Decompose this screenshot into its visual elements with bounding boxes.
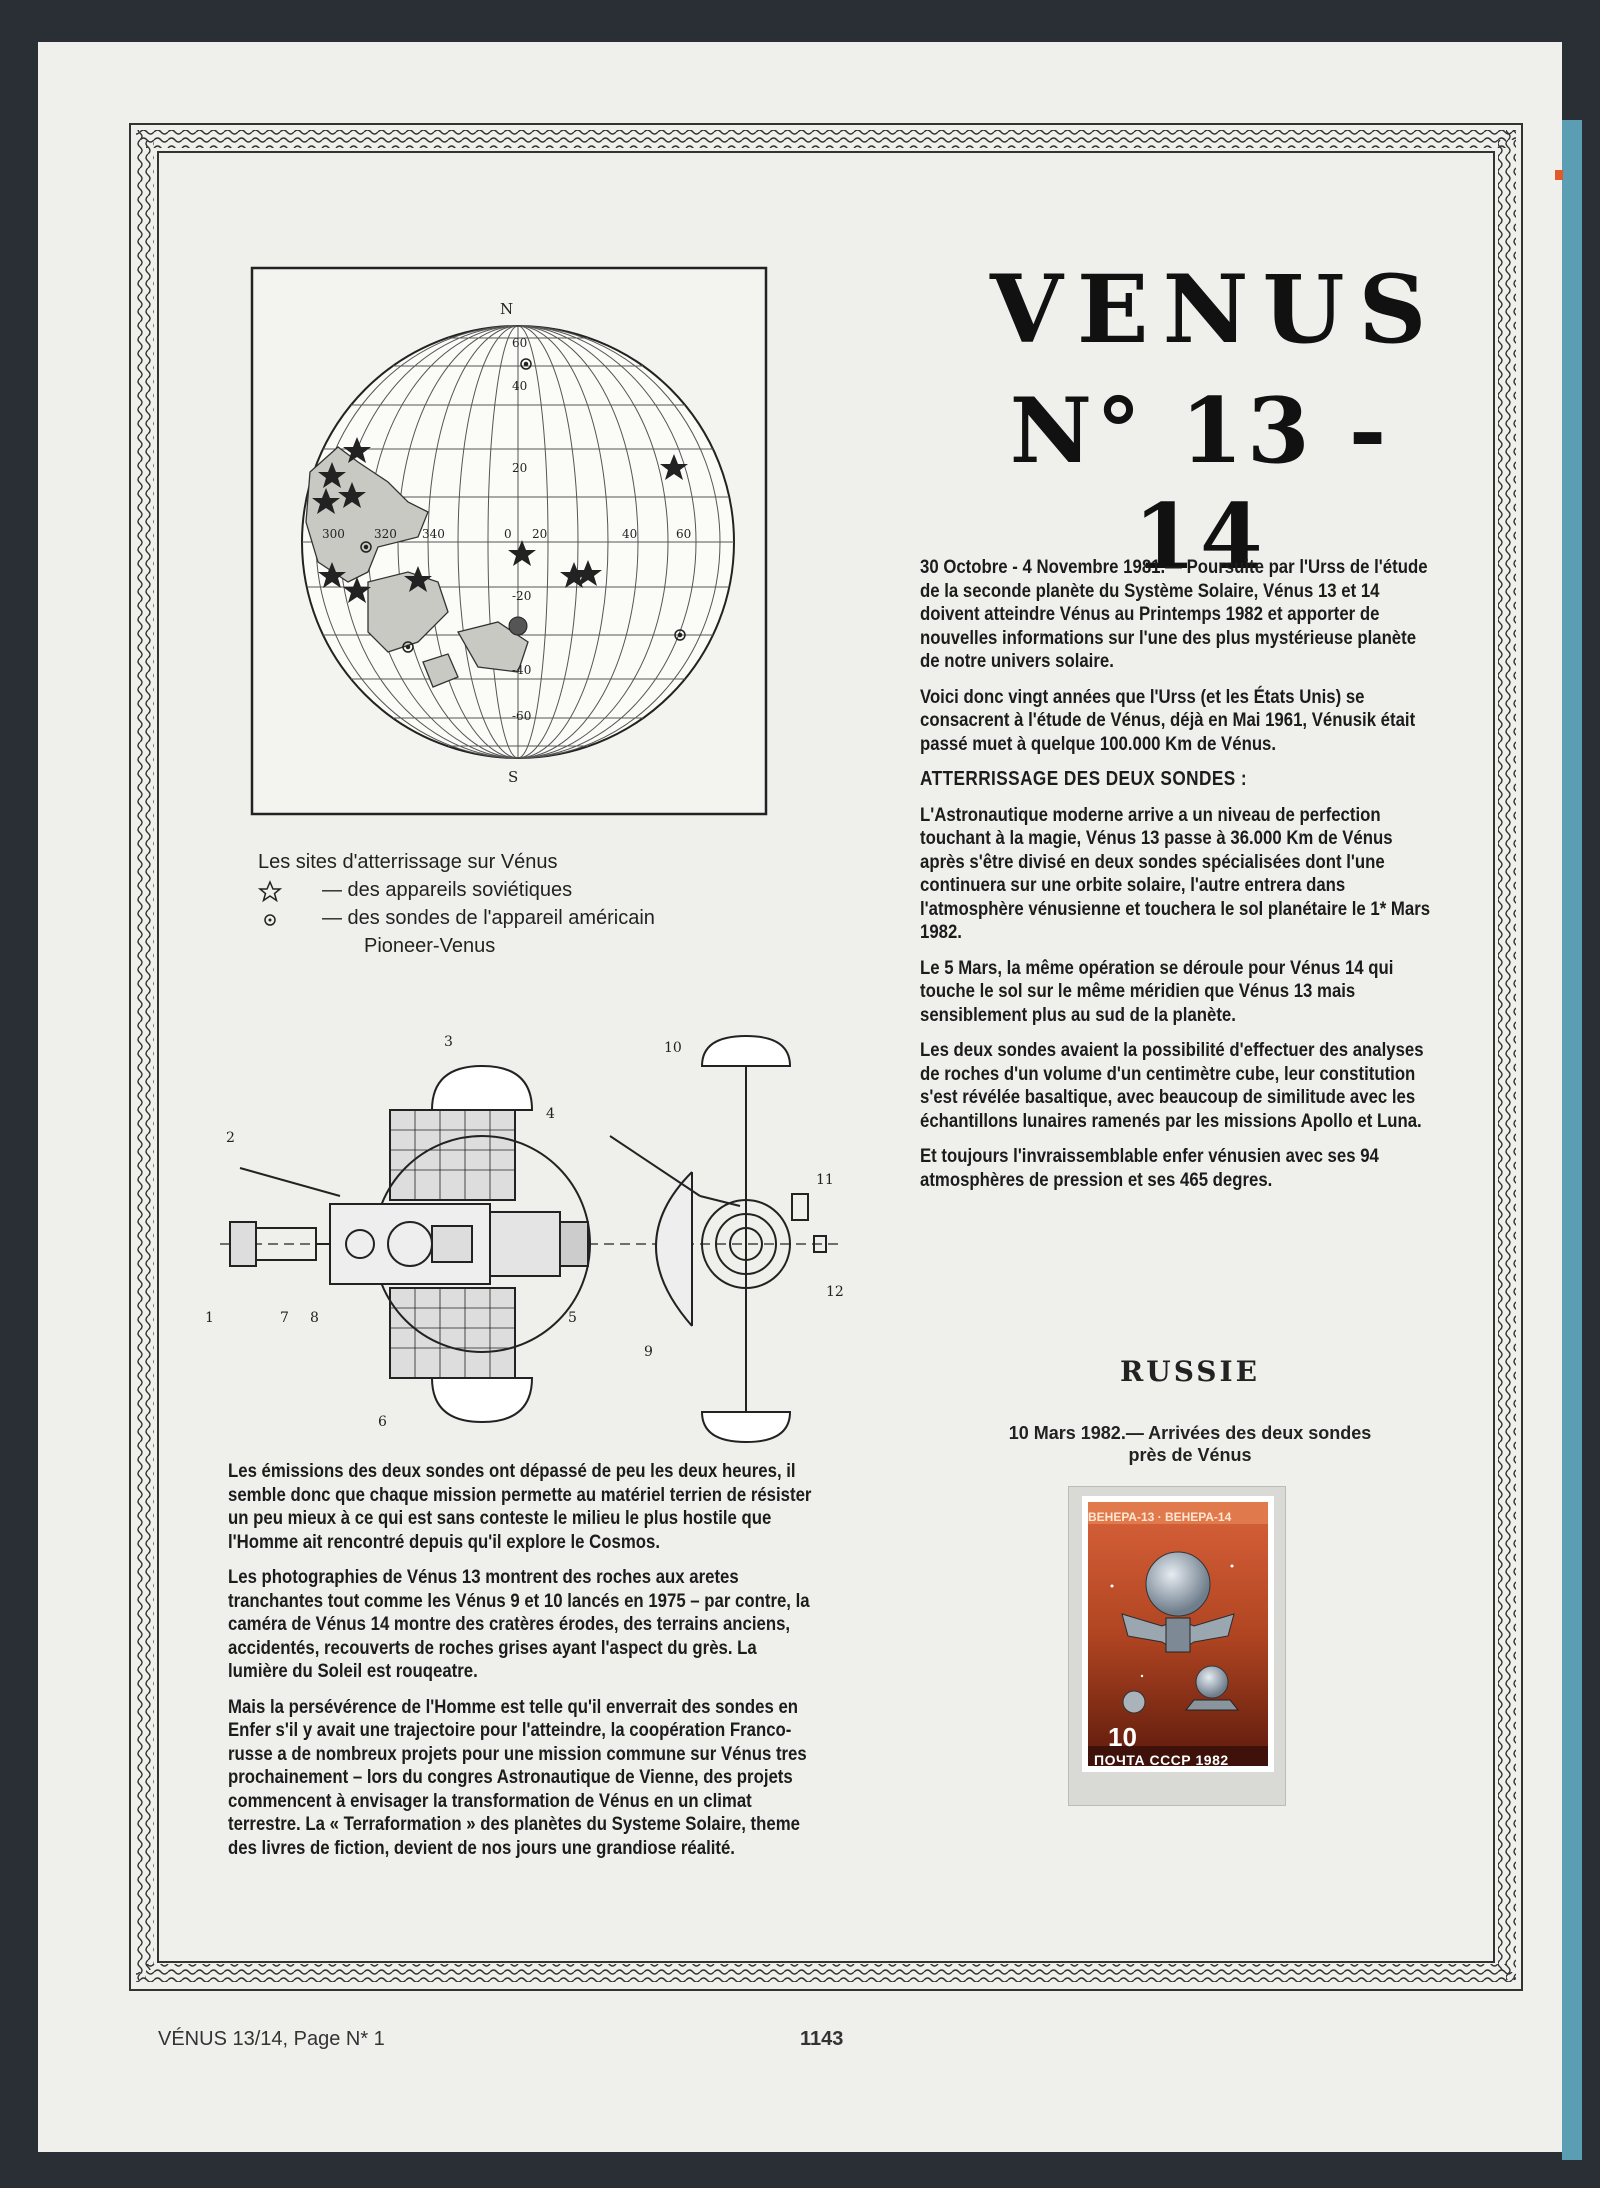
stamp-mount — [1068, 1486, 1286, 1806]
country-heading: RUSSIE — [1120, 1355, 1260, 1388]
caption-american-cont: Pioneer-Venus — [364, 935, 496, 957]
diagram-label: 6 — [378, 1414, 387, 1430]
stamp-value: 10 — [1108, 1722, 1137, 1752]
lat-label: -20 — [512, 589, 532, 603]
dot-icon — [258, 904, 282, 932]
lon-label: 20 — [532, 527, 548, 541]
stamp-title-text: ВЕНЕРА-13 · ВЕНЕРА-14 — [1088, 1510, 1232, 1524]
text-paragraph: Les deux sondes avaient la possibilité d'effectuer des analyses de roches d'un volume d'un centimètre cube, leur constitution s'est révélée basaltique, avec beaucoup de similitude avec les échantillons lunaires ramenés par les missions Apollo et Luna. — [920, 1039, 1424, 1132]
lat-label: 60 — [512, 336, 528, 350]
lon-label: 60 — [676, 527, 692, 541]
text-paragraph: 30 Octobre - 4 Novembre 1981.— Poursuite par l'Urss de l'étude de la seconde planète du Système Solaire, Vénus 13 et 14 doivent atteindre Vénus au Printemps 1982 et apporter de nouvelles informations sur l'une des plus mystérieuse planète de notre univers solaire. — [920, 556, 1428, 672]
page-label: VÉNUS 13/14, Page N* 1 — [158, 2028, 385, 2050]
lat-label: 0 — [504, 527, 512, 541]
lon-label: 340 — [422, 527, 445, 541]
text-paragraph: Le 5 Mars, la même opération se déroule pour Vénus 14 qui touche le sol sur le même méridien que Vénus 13 mais sensiblement plus au sud de la planète. — [920, 956, 1394, 1026]
lat-label: -40 — [512, 663, 532, 677]
text-paragraph: Voici donc vingt années que l'Urss (et les États Unis) se consacrent à l'étude de Vénus, déjà en Mai 1961, Vénusik était passé muet à quelque 100.000 Km de Vénus. — [920, 685, 1416, 755]
stamp-country-text: ПОЧТА СССР 1982 — [1094, 1752, 1229, 1768]
left-text-column — [228, 1460, 818, 1872]
text-paragraph: L'Astronautique moderne arrive a un niveau de perfection touchant à la magie, Vénus 13 passe à 36.000 Km de Vénus après s'être divisé en deux sondes spécialisées dont l'une continuera sur une orbite solaire, l'autre entrera dans l'atmosphère vénusienne et touchera le sol planétaire le 1* Mars 1982. — [920, 803, 1431, 943]
section-heading: ATTERRISSAGE DES DEUX SONDES : — [920, 768, 1248, 790]
diagram-label: 10 — [664, 1040, 682, 1056]
map-caption — [258, 848, 778, 960]
lat-label: 40 — [512, 379, 528, 393]
page-number: 1143 — [800, 2028, 844, 2050]
diagram-label: 9 — [644, 1344, 653, 1360]
page-title: VENUS — [990, 255, 1441, 365]
caption-title: Les sites d'atterrissage sur Vénus — [258, 851, 558, 873]
lon-label: 40 — [622, 527, 638, 541]
diagram-label: 1 — [205, 1310, 214, 1326]
spacecraft-side-view — [610, 1036, 826, 1442]
caption-soviet: — des appareils soviétiques — [322, 879, 573, 901]
diagram-label: 8 — [310, 1310, 319, 1326]
caption-american: — des sondes de l'appareil américain — [322, 907, 655, 929]
south-label: S — [508, 768, 519, 786]
stamp-caption: 10 Mars 1982.— Arrivées des deux sondes près de Vénus — [1008, 1423, 1372, 1465]
page-subtitle: N° 13 - 14 — [1009, 378, 1391, 590]
text-paragraph: Les émissions des deux sondes ont dépassé de peu les deux heures, il semble donc que chaque mission permette au matériel terrien de résister un peu mieux à ce qui est sans conteste le milieu le plus hostile que l'Homme ait rencontré depuis qu'il explore le Cosmos. — [228, 1460, 812, 1553]
lat-label: 20 — [512, 461, 528, 475]
text-paragraph: Et toujours l'invraissemblable enfer vénusien avec ses 94 atmosphères de pression et ses 465 degres. — [920, 1145, 1379, 1191]
diagram-label: 7 — [280, 1310, 289, 1326]
diagram-label: 4 — [546, 1106, 555, 1122]
star-icon — [258, 876, 282, 904]
spacecraft-diagram — [200, 1026, 880, 1446]
north-label: N — [500, 300, 514, 318]
venera-13-14-site — [509, 617, 527, 635]
diagram-label: 11 — [816, 1172, 834, 1188]
text-paragraph: Mais la persévérence de l'Homme est telle qu'il enverrait des sondes en Enfer s'il y avait une trajectoire pour l'atteindre, la coopération Franco-russe a de nombreux projets pour une mission commune sur Vénus tres prochainement – lors du congres Astronautique de Vienne, des projets commencent à envisager la transformation de Vénus en un climat terrestre. La « Terraformation » des planètes du Systeme Solaire, theme des livres de fiction, devient de nos jours une grandiose réalité. — [228, 1695, 807, 1859]
venus-landing-map — [250, 262, 770, 822]
diagram-label: 3 — [444, 1034, 453, 1050]
diagram-label: 12 — [826, 1284, 844, 1300]
lon-label: 300 — [322, 527, 345, 541]
lon-label: 320 — [374, 527, 397, 541]
diagram-label: 2 — [226, 1130, 235, 1146]
text-paragraph: Les photographies de Vénus 13 montrent des roches aux aretes tranchantes tout comme les Vénus 9 et 10 lancés en 1975 – par contre, la caméra de Vénus 14 montre des cratères érodes, des terrains anciens, accidentés, recouverts de roches grises ayant l'aspect du grès. La lumière du Soleil est rouqeatre. — [228, 1566, 810, 1682]
diagram-label: 5 — [568, 1310, 577, 1326]
right-text-column — [920, 556, 1440, 1204]
lat-label: -60 — [512, 709, 532, 723]
